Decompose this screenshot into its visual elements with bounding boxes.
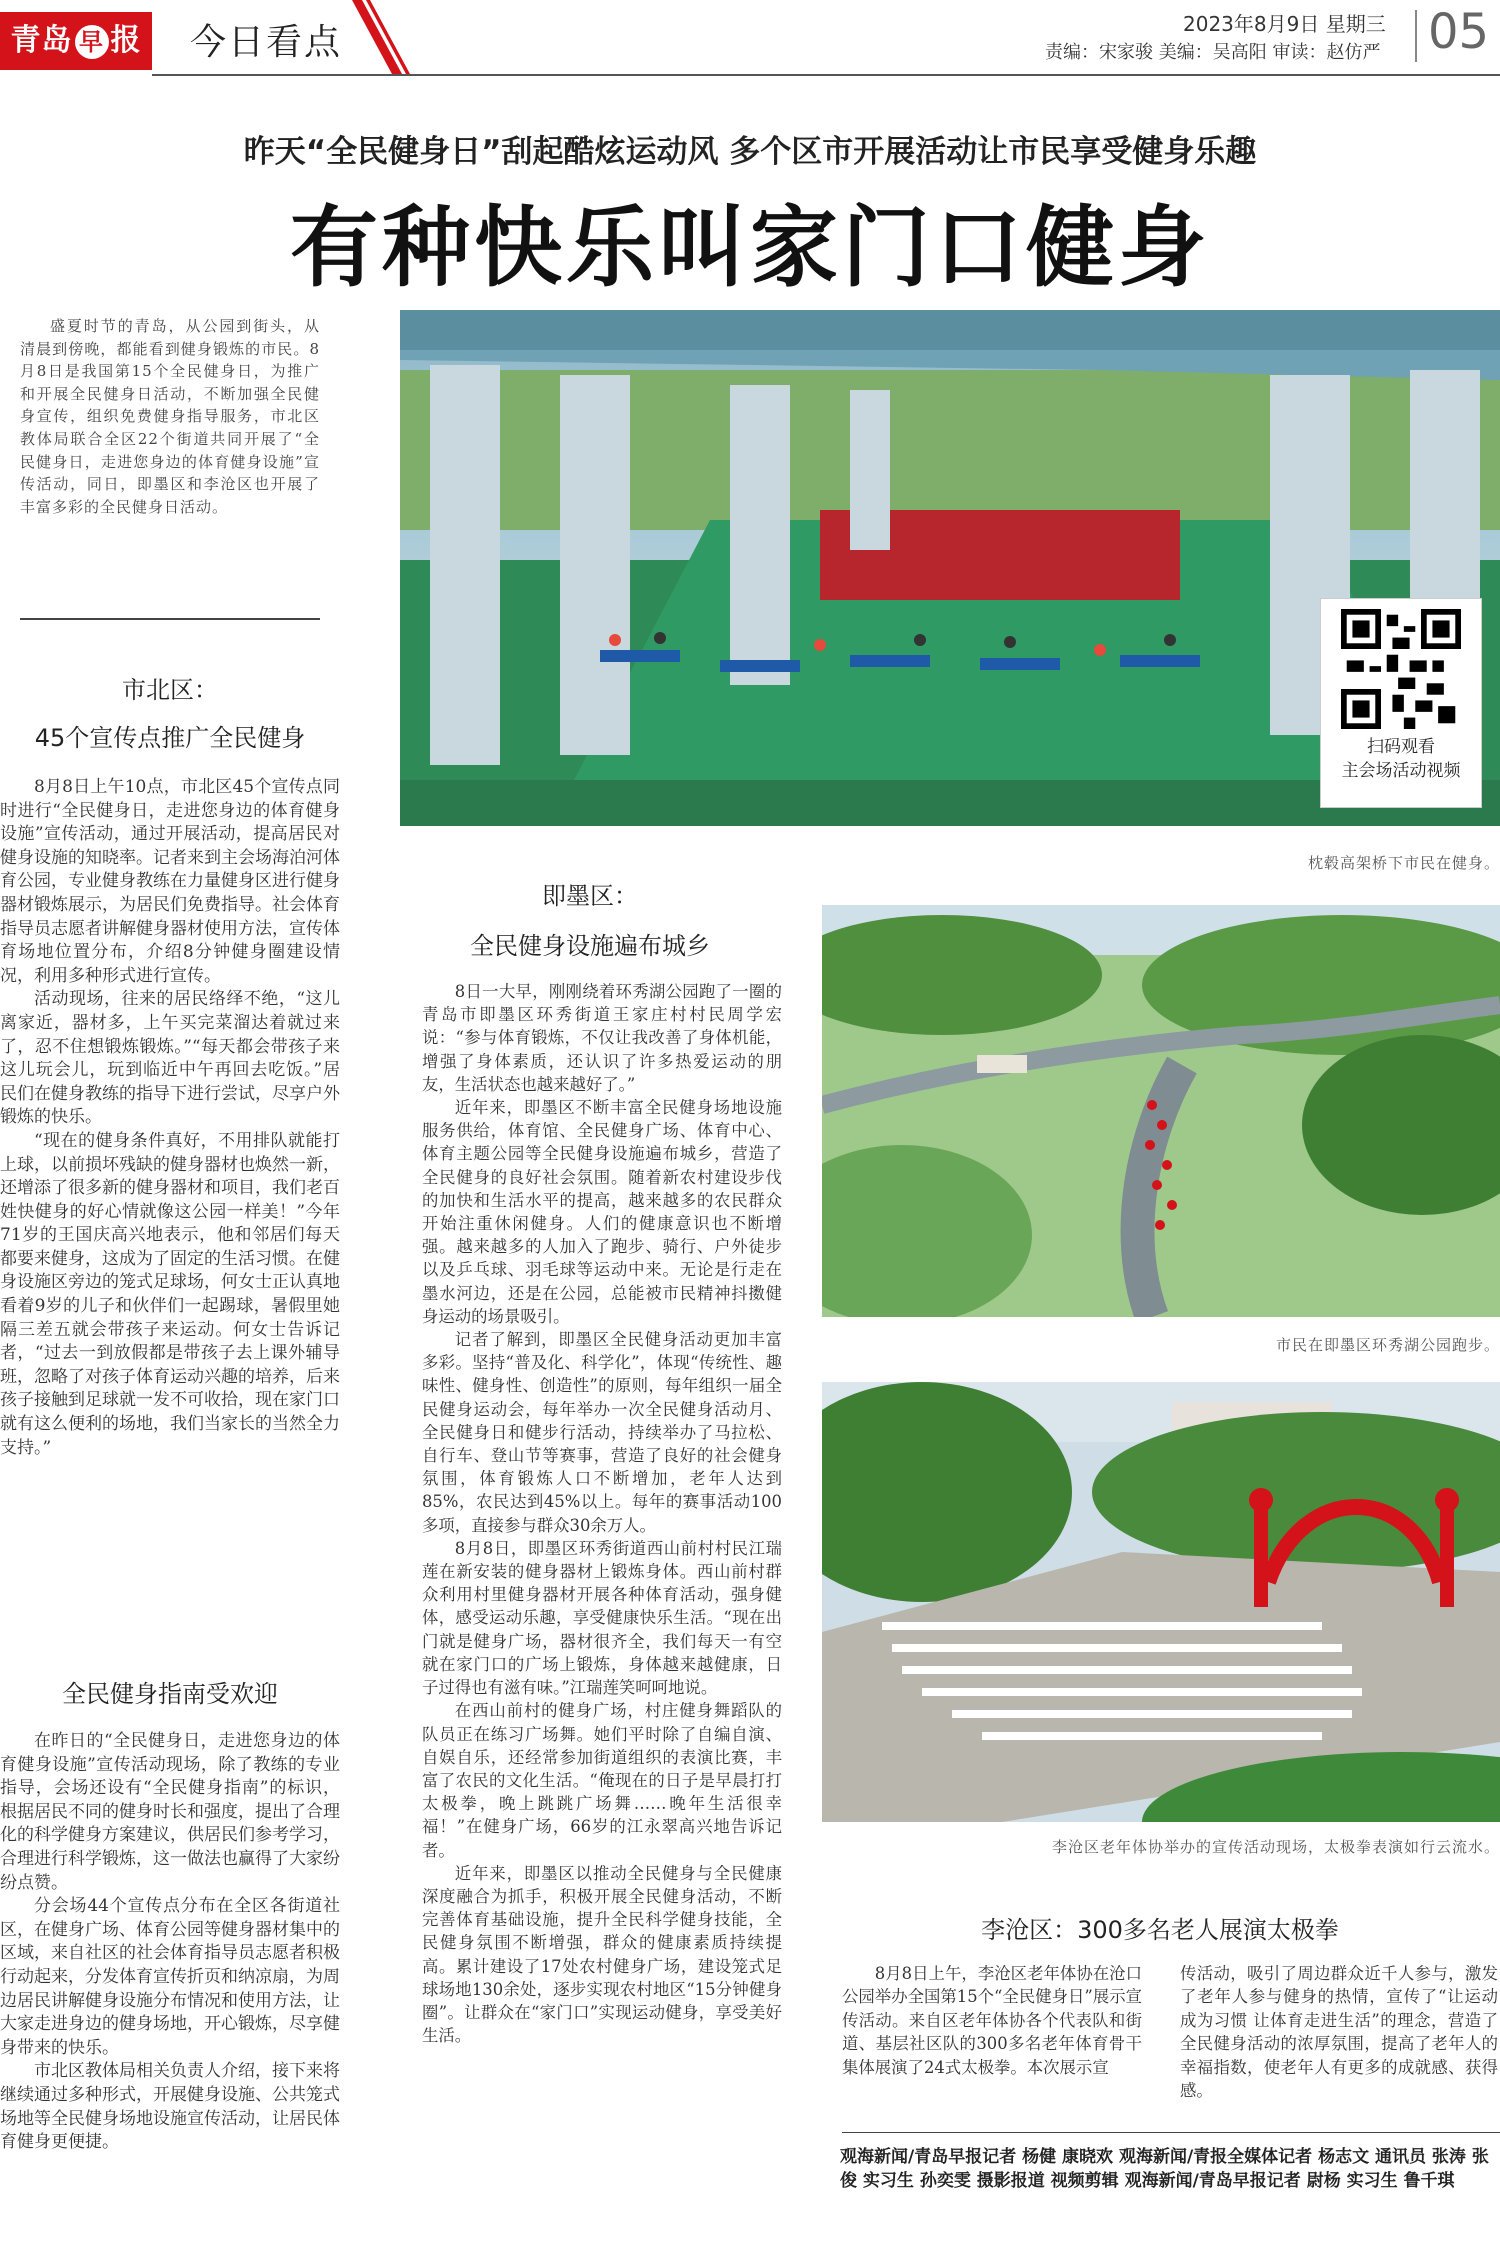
paragraph: 近年来，即墨区以推动全民健身与全民健康深度融合为抓手，积极开展全民健身活动，不断完善体育基础设施，提升全民科学健身技能，全民健身氛围不断增强，群众的健康素质持续提高。累计建设了17处农村健身广场，建设笼式足球场地130余处，逐步实现农村地区“15分钟健身圈”。让群众在“家门口”实现运动健身，享受美好生活。 bbox=[422, 1863, 782, 2046]
licang-section-title: 李沧区：300多名老人展演太极拳 bbox=[981, 1916, 1339, 1944]
paragraph: “现在的健身条件真好，不用排队就能打上球，以前损坏残缺的健身器材也焕然一新，还增添了很多新的健身器材和项目，我们老百姓快健身的好心情就像这公园一样美！”今年71岁的王国庆高兴地表示，他和邻居们每天都要来健身，这成为了固定的生活习惯。在健身设施区旁边的笼式足球场，何女士正认真地看着9岁的儿子和伙伴们一起踢球，暑假里她隔三差五就会带孩子来运动。何女士告诉记者，“过去一到放假都是带孩子去上课外辅导班，忽略了对孩子体育运动兴趣的培养，后来孩子接触到足球就一发不可收拾，现在家门口就有这么便利的场地，我们当家长的当然全力支持。” bbox=[0, 1130, 340, 1458]
jimo-body bbox=[422, 980, 782, 2047]
paragraph: 分会场44个宣传点分布在全区各街道社区，在健身广场、体育公园等健身器材集中的区域，来自社区的社会体育指导员志愿者积极行动起来，分发体育宣传折页和纳凉扇，为周边居民讲解健身设施分布情况和使用方法，让大家走进身边的健身场地，开心锻炼，尽享健身带来的快乐。 bbox=[0, 1896, 340, 2058]
photo1-caption: 枕毂高架桥下市民在健身。 bbox=[1307, 854, 1500, 872]
paragraph: 在西山前村的健身广场，村庄健身舞蹈队的队员正在练习广场舞。她们平时除了自编自演、自娱自乐，还经常参加街道组织的表演比赛，丰富了农民的文化生活。“俺现在的日子是早晨打打太极拳，晚上跳跳广场舞……晚年生活很幸福！”在健身广场，66岁的江永翠高兴地告诉记者。 bbox=[422, 1701, 782, 1860]
main-headline: 有种快乐叫家门口健身 bbox=[289, 196, 1210, 299]
jimo-district-label: 即墨区： bbox=[542, 882, 638, 910]
masthead-rule bbox=[152, 74, 1500, 76]
credits-rule bbox=[842, 2132, 1500, 2133]
paragraph: 记者了解到，即墨区全民健身活动更加丰富多彩。坚持“普及化、科学化”，体现“传统性、趣味性、健身性、创造性”的原则，每年组织一届全民健身运动会，每年举办一次全民健身活动月、全民健身日和健步行活动，持续举办了马拉松、自行车、登山节等赛事，营造了良好的社会健身氛围，体育锻炼人口不断增加，老年人达到85%，农民达到45%以上。每年的赛事活动100多项，直接参与群众30余万人。 bbox=[422, 1330, 782, 1535]
paragraph: 活动现场，往来的居民络绎不绝，“这儿离家近，器材多，上午买完菜溜达着就过来了，忍不住想锻炼锻炼。”“每天都会带孩子来这儿玩会儿，玩到临近中午再回去吃饭。”居民们在健身教练的指导下进行尝试，尽享户外锻炼的快乐。 bbox=[0, 989, 340, 1128]
shibei-section-title: 45个宣传点推广全民健身 bbox=[34, 724, 306, 752]
editor-credits: 责编：宋家骏 美编：吴高阳 审读：赵仿严 bbox=[1045, 42, 1381, 63]
qr-caption-line2: 主会场活动视频 bbox=[1341, 761, 1461, 781]
qr-code-panel[interactable] bbox=[1320, 598, 1482, 808]
qr-caption-line1: 扫码观看 bbox=[1367, 737, 1435, 757]
photo2-caption: 市民在即墨区环秀湖公园跑步。 bbox=[1275, 1336, 1500, 1354]
paragraph: 8月8日，即墨区环秀街道西山前村村民江瑞莲在新安装的健身器材上锻炼身体。西山前村群众利用村里健身器材开展各种体育活动，强身健体，感受运动乐趣，享受健康快乐生活。“现在出门就是健身广场，器材很齐全，我们每天一有空就在家门口的广场上锻炼，身体越来越健康，日子过得也有滋有味。”江瑞莲笑呵呵地说。 bbox=[422, 1538, 782, 1698]
licang-body-col2: 传活动，吸引了周边群众近千人参与，激发了老年人参与健身的热情，宣传了“让运动成为习惯 让体育走进生活”的理念，营造了全民健身活动的浓厚氛围，提高了老年人的幸福指数，使老年人有更多的成就感、获得感。 bbox=[1180, 1964, 1498, 2101]
issue-date: 2023年8月9日 星期三 bbox=[1183, 12, 1386, 36]
paragraph: 近年来，即墨区不断丰富全民健身场地设施服务供给，体育馆、全民健身广场、体育中心、体育主题公园等全民健身设施遍布城乡，营造了全民健身的良好社会氛围。随着新农村建设步伐的加快和生活水平的提高，越来越多的农民群众开始注重休闲健身。人们的健康意识也不断增强。越来越多的人加入了跑步、骑行、户外徒步以及乒乓球、羽毛球等运动中来。无论是行走在墨水河边，还是在公园，总能被市民精神抖擞健身运动的场景吸引。 bbox=[422, 1098, 782, 1326]
newspaper-logo: 青岛 早 报 bbox=[0, 12, 152, 70]
masthead-divider bbox=[1415, 10, 1417, 62]
reporter-credits: 观海新闻/青岛早报记者 杨健 康晓欢 观海新闻/青报全媒体记者 杨志文 通讯员 张涛 张俊 实习生 孙奕雯 摄影报道 视频剪辑 观海新闻/青岛早报记者 尉杨 实习生 鲁千琪 bbox=[840, 2147, 1489, 2191]
masthead-red-corner bbox=[352, 0, 414, 78]
paragraph: 8日一大早，刚刚绕着环秀湖公园跑了一圈的青岛市即墨区环秀街道王家庄村村民周学宏说：“参与体育锻炼，不仅让我改善了身体机能，增强了身体素质，还认识了许多热爱运动的朋友，生活状态也越来越好了。” bbox=[422, 982, 782, 1094]
qr-code-icon[interactable] bbox=[1341, 609, 1461, 729]
page-number: 05 bbox=[1428, 4, 1490, 60]
shibei-body bbox=[0, 776, 340, 1460]
guide-body bbox=[0, 1730, 340, 2155]
guide-section-title: 全民健身指南受欢迎 bbox=[62, 1680, 278, 1708]
photo-taichi-square bbox=[822, 1382, 1500, 1822]
intro-rule bbox=[20, 618, 320, 620]
section-title: 今日看点 bbox=[190, 22, 343, 63]
paragraph: 在昨日的“全民健身日，走进您身边的体育健身设施”宣传活动现场，除了教练的专业指导，会场还设有“全民健身指南”的标识，根据居民不同的健身时长和强度，提出了合理化的科学健身方案建议，供居民们参考学习，合理进行科学锻炼，这一做法也赢得了大家纷纷点赞。 bbox=[0, 1731, 340, 1893]
photo-park-running bbox=[822, 905, 1500, 1317]
paragraph: 市北区教体局相关负责人介绍，接下来将继续通过多种形式，开展健身设施、公共笼式场地等全民健身场地设施宣传活动，让居民体育健身更便捷。 bbox=[0, 2061, 340, 2153]
jimo-section-title: 全民健身设施遍布城乡 bbox=[470, 932, 710, 960]
licang-body-col1: 8月8日上午，李沧区老年体协在沧口公园举办全国第15个“全民健身日”展示宣传活动。来自区老年体协各个代表队和街道、基层社区队的300多名老年体育骨干集体展演了24式太极拳。本次展示宣 bbox=[842, 1964, 1142, 2077]
logo-emblem-icon: 早 bbox=[75, 25, 109, 59]
paragraph: 8月8日上午10点，市北区45个宣传点同时进行“全民健身日，走进您身边的体育健身设施”宣传活动，通过开展活动，提高居民对健身设施的知晓率。记者来到主会场海泊河体育公园，专业健身教练在力量健身区进行健身器材锻炼展示，为居民们免费指导。社会体育指导员志愿者讲解健身器材使用方法，宣传体育场地位置分布，介绍8分钟健身圈建设情况，利用多种形式进行宣传。 bbox=[0, 777, 340, 986]
shibei-district-label: 市北区： bbox=[122, 676, 218, 704]
subheadline: 昨天“全民健身日”刮起酷炫运动风 多个区市开展活动让市民享受健身乐趣 bbox=[243, 134, 1257, 170]
photo3-caption: 李沧区老年体协举办的宣传活动现场，太极拳表演如行云流水。 bbox=[1051, 1838, 1500, 1856]
intro-paragraph: 盛夏时节的青岛，从公园到街头，从清晨到傍晚，都能看到健身锻炼的市民。8月8日是我国第15个全民健身日，为推广和开展全民健身日活动，不断加强全民健身宣传，组织免费健身指导服务，市北区教体局联合全区22个街道共同开展了“全民健身日，走进您身边的体育健身设施”宣传活动，同日，即墨区和李沧区也开展了丰富多彩的全民健身日活动。 bbox=[20, 317, 320, 516]
